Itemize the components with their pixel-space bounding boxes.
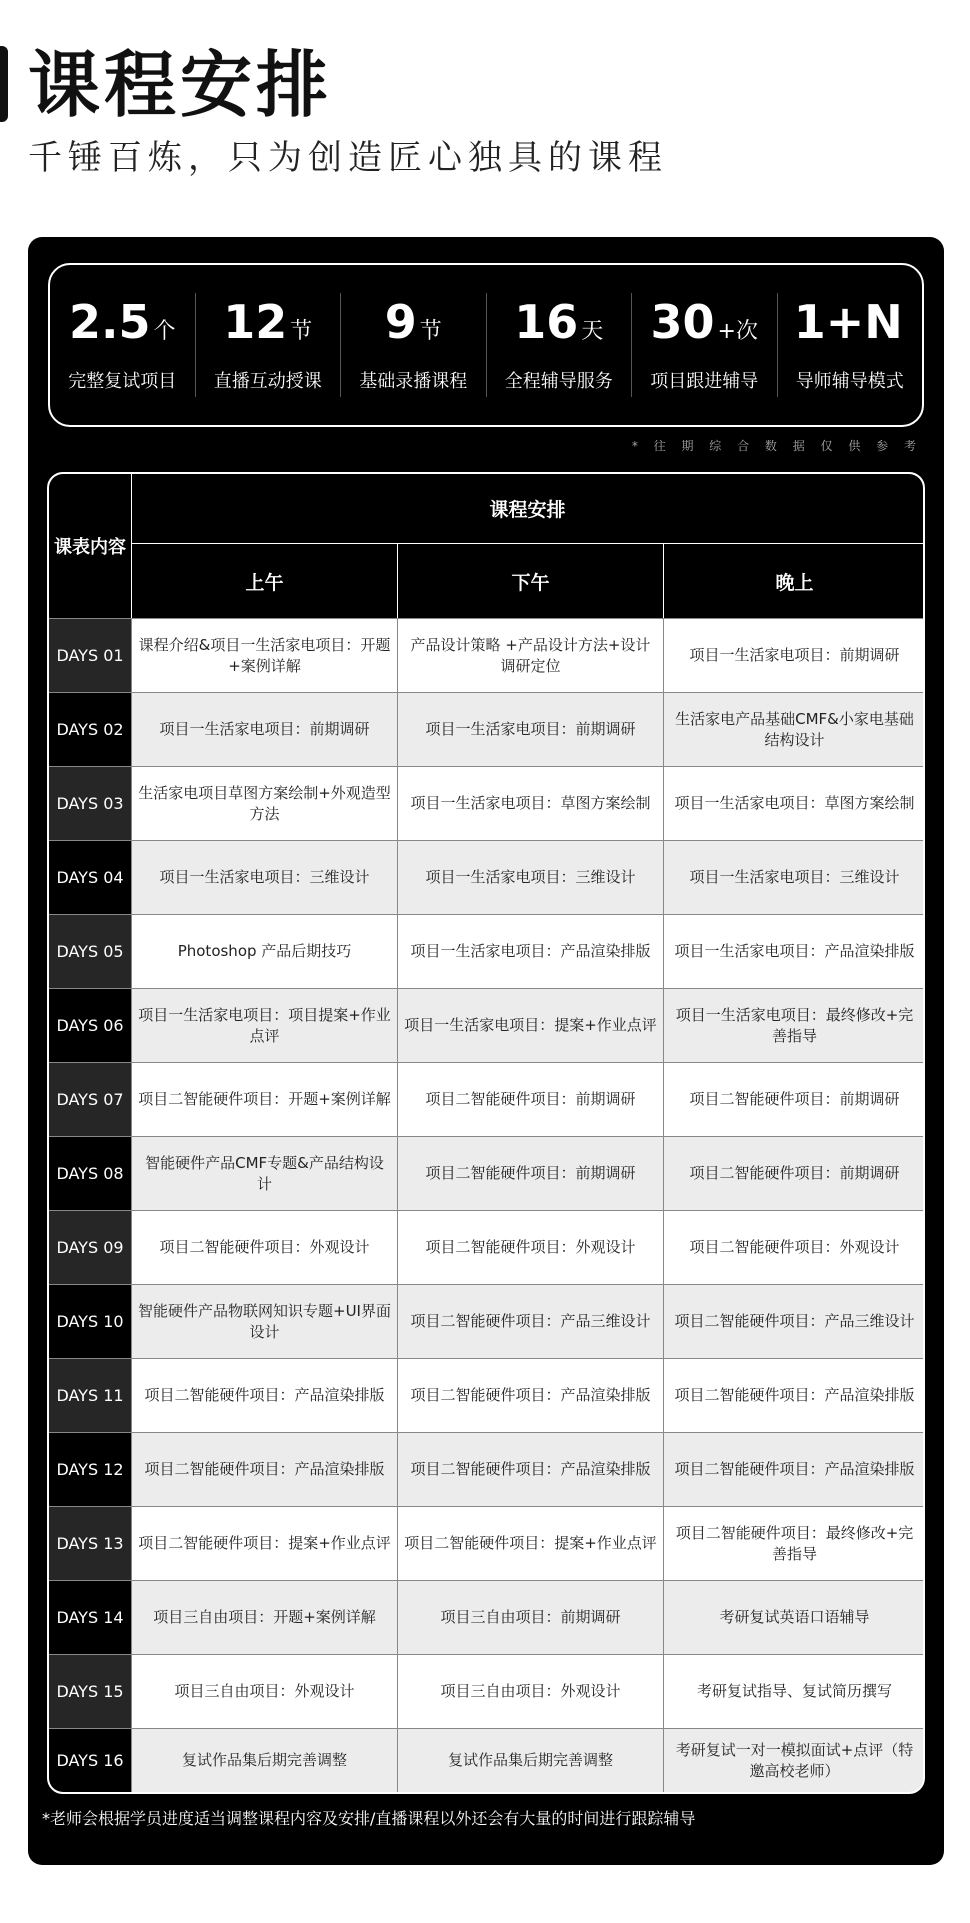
day-cell: DAYS 08 xyxy=(49,1137,131,1210)
morning-cell: 生活家电项目草图方案绘制+外观造型方法 xyxy=(131,767,397,840)
table-row xyxy=(49,1062,923,1136)
stat-label: 全程辅导服务 xyxy=(504,371,613,392)
day-cell: DAYS 06 xyxy=(49,989,131,1062)
morning-cell: 项目三自由项目：开题+案例详解 xyxy=(131,1581,397,1654)
morning-cell: 项目二智能硬件项目：外观设计 xyxy=(131,1211,397,1284)
evening-cell: 项目一生活家电项目：草图方案绘制 xyxy=(663,767,925,840)
footnote: *老师会根据学员进度适当调整课程内容及安排/直播课程以外还会有大量的时间进行跟踪辅导 xyxy=(42,1809,696,1828)
evening-cell: 考研复试英语口语辅导 xyxy=(663,1581,925,1654)
afternoon-cell: 项目二智能硬件项目：产品三维设计 xyxy=(397,1285,663,1358)
evening-cell: 考研复试一对一模拟面试+点评（特邀高校老师） xyxy=(663,1729,925,1792)
morning-cell: 项目一生活家电项目：三维设计 xyxy=(131,841,397,914)
afternoon-cell: 项目二智能硬件项目：外观设计 xyxy=(397,1211,663,1284)
stat-label: 完整复试项目 xyxy=(68,371,177,392)
table-row xyxy=(49,766,923,840)
table-row xyxy=(49,1580,923,1654)
title-accent-bar xyxy=(0,46,8,122)
day-cell: DAYS 09 xyxy=(49,1211,131,1284)
schedule-table xyxy=(47,472,925,1794)
stat-value: 30 +次 xyxy=(650,295,758,349)
evening-cell: 项目一生活家电项目：产品渲染排版 xyxy=(663,915,925,988)
stat-unit: 天 xyxy=(581,319,604,344)
day-cell: DAYS 11 xyxy=(49,1359,131,1432)
morning-cell: 项目三自由项目：外观设计 xyxy=(131,1655,397,1728)
morning-cell: 智能硬件产品物联网知识专题+UI界面设计 xyxy=(131,1285,397,1358)
stat-unit: +次 xyxy=(717,319,758,344)
morning-cell: 项目二智能硬件项目：产品渲染排版 xyxy=(131,1359,397,1432)
stat-label: 项目跟进辅导 xyxy=(650,371,759,392)
day-cell: DAYS 07 xyxy=(49,1063,131,1136)
afternoon-cell: 项目一生活家电项目：产品渲染排版 xyxy=(397,915,663,988)
afternoon-cell: 项目二智能硬件项目：产品渲染排版 xyxy=(397,1359,663,1432)
afternoon-cell: 项目一生活家电项目：草图方案绘制 xyxy=(397,767,663,840)
schedule-panel xyxy=(28,237,944,1865)
day-cell: DAYS 12 xyxy=(49,1433,131,1506)
evening-cell: 项目二智能硬件项目：前期调研 xyxy=(663,1137,925,1210)
afternoon-cell: 产品设计策略 +产品设计方法+设计调研定位 xyxy=(397,619,663,692)
afternoon-cell: 项目三自由项目：外观设计 xyxy=(397,1655,663,1728)
afternoon-cell: 项目二智能硬件项目：前期调研 xyxy=(397,1063,663,1136)
table-row xyxy=(49,1284,923,1358)
morning-cell: 智能硬件产品CMF专题&产品结构设计 xyxy=(131,1137,397,1210)
afternoon-cell: 项目一生活家电项目：提案+作业点评 xyxy=(397,989,663,1062)
morning-cell: Photoshop 产品后期技巧 xyxy=(131,915,397,988)
stat-label: 导师辅导模式 xyxy=(795,371,904,392)
day-cell: DAYS 16 xyxy=(49,1729,131,1792)
table-row xyxy=(49,1506,923,1580)
morning-cell: 项目二智能硬件项目：提案+作业点评 xyxy=(131,1507,397,1580)
morning-cell: 项目二智能硬件项目：开题+案例详解 xyxy=(131,1063,397,1136)
evening-cell: 项目一生活家电项目：最终修改+完善指导 xyxy=(663,989,925,1062)
morning-cell: 课程介绍&项目一生活家电项目：开题+案例详解 xyxy=(131,619,397,692)
table-row xyxy=(49,988,923,1062)
data-disclaimer: * 往 期 综 合 数 据 仅 供 参 考 xyxy=(631,439,922,453)
afternoon-cell: 项目一生活家电项目：三维设计 xyxy=(397,841,663,914)
afternoon-cell: 项目三自由项目：前期调研 xyxy=(397,1581,663,1654)
stat-value: 1+N xyxy=(793,295,903,349)
morning-header: 上午 xyxy=(131,544,397,618)
morning-cell: 项目一生活家电项目：前期调研 xyxy=(131,693,397,766)
stat-value: 2.5 个 xyxy=(68,295,176,349)
page-subtitle: 千锤百炼，只为创造匠心独具的课程 xyxy=(28,138,668,178)
afternoon-cell: 复试作品集后期完善调整 xyxy=(397,1729,663,1792)
page-title: 课程安排 xyxy=(28,43,333,127)
evening-cell: 生活家电产品基础CMF&小家电基础结构设计 xyxy=(663,693,925,766)
stat-value: 12 节 xyxy=(223,295,313,349)
afternoon-cell: 项目二智能硬件项目：产品渲染排版 xyxy=(397,1433,663,1506)
day-cell: DAYS 15 xyxy=(49,1655,131,1728)
evening-cell: 项目二智能硬件项目：前期调研 xyxy=(663,1063,925,1136)
stat-unit: 节 xyxy=(290,319,313,344)
day-cell: DAYS 03 xyxy=(49,767,131,840)
day-cell: DAYS 05 xyxy=(49,915,131,988)
afternoon-header: 下午 xyxy=(397,544,663,618)
afternoon-cell: 项目一生活家电项目：前期调研 xyxy=(397,693,663,766)
evening-cell: 项目二智能硬件项目：产品三维设计 xyxy=(663,1285,925,1358)
morning-cell: 复试作品集后期完善调整 xyxy=(131,1729,397,1792)
table-row xyxy=(49,1654,923,1728)
table-row xyxy=(49,1432,923,1506)
afternoon-cell: 项目二智能硬件项目：前期调研 xyxy=(397,1137,663,1210)
table-row xyxy=(49,1728,923,1792)
evening-cell: 项目二智能硬件项目：外观设计 xyxy=(663,1211,925,1284)
stat-item xyxy=(195,293,341,397)
stat-unit: 个 xyxy=(153,319,176,344)
evening-cell: 项目一生活家电项目：前期调研 xyxy=(663,619,925,692)
table-row xyxy=(49,1210,923,1284)
table-row xyxy=(49,1136,923,1210)
evening-cell: 项目一生活家电项目：三维设计 xyxy=(663,841,925,914)
stat-label: 直播互动授课 xyxy=(213,371,322,392)
day-cell: DAYS 01 xyxy=(49,619,131,692)
day-cell: DAYS 13 xyxy=(49,1507,131,1580)
day-cell: DAYS 14 xyxy=(49,1581,131,1654)
morning-cell: 项目一生活家电项目：项目提案+作业点评 xyxy=(131,989,397,1062)
schedule-header: 课程安排 xyxy=(131,474,923,544)
morning-cell: 项目二智能硬件项目：产品渲染排版 xyxy=(131,1433,397,1506)
table-row xyxy=(49,618,923,692)
stats-bar xyxy=(48,263,924,427)
table-row xyxy=(49,914,923,988)
table-row xyxy=(49,840,923,914)
evening-cell: 项目二智能硬件项目：产品渲染排版 xyxy=(663,1433,925,1506)
evening-cell: 考研复试指导、复试简历撰写 xyxy=(663,1655,925,1728)
stat-item xyxy=(340,293,486,397)
evening-cell: 项目二智能硬件项目：最终修改+完善指导 xyxy=(663,1507,925,1580)
stat-unit: 节 xyxy=(419,319,442,344)
stat-item xyxy=(631,293,777,397)
days-column-header: 课表内容 xyxy=(49,474,131,618)
stat-value: 9 节 xyxy=(384,295,442,349)
stat-item xyxy=(486,293,632,397)
day-cell: DAYS 10 xyxy=(49,1285,131,1358)
day-cell: DAYS 04 xyxy=(49,841,131,914)
day-cell: DAYS 02 xyxy=(49,693,131,766)
stat-value: 16 天 xyxy=(514,295,604,349)
stat-item xyxy=(777,293,923,397)
afternoon-cell: 项目二智能硬件项目：提案+作业点评 xyxy=(397,1507,663,1580)
stat-label: 基础录播课程 xyxy=(359,371,468,392)
table-row xyxy=(49,692,923,766)
evening-cell: 项目二智能硬件项目：产品渲染排版 xyxy=(663,1359,925,1432)
table-row xyxy=(49,1358,923,1432)
evening-header: 晚上 xyxy=(663,544,925,618)
stat-item xyxy=(50,293,195,397)
